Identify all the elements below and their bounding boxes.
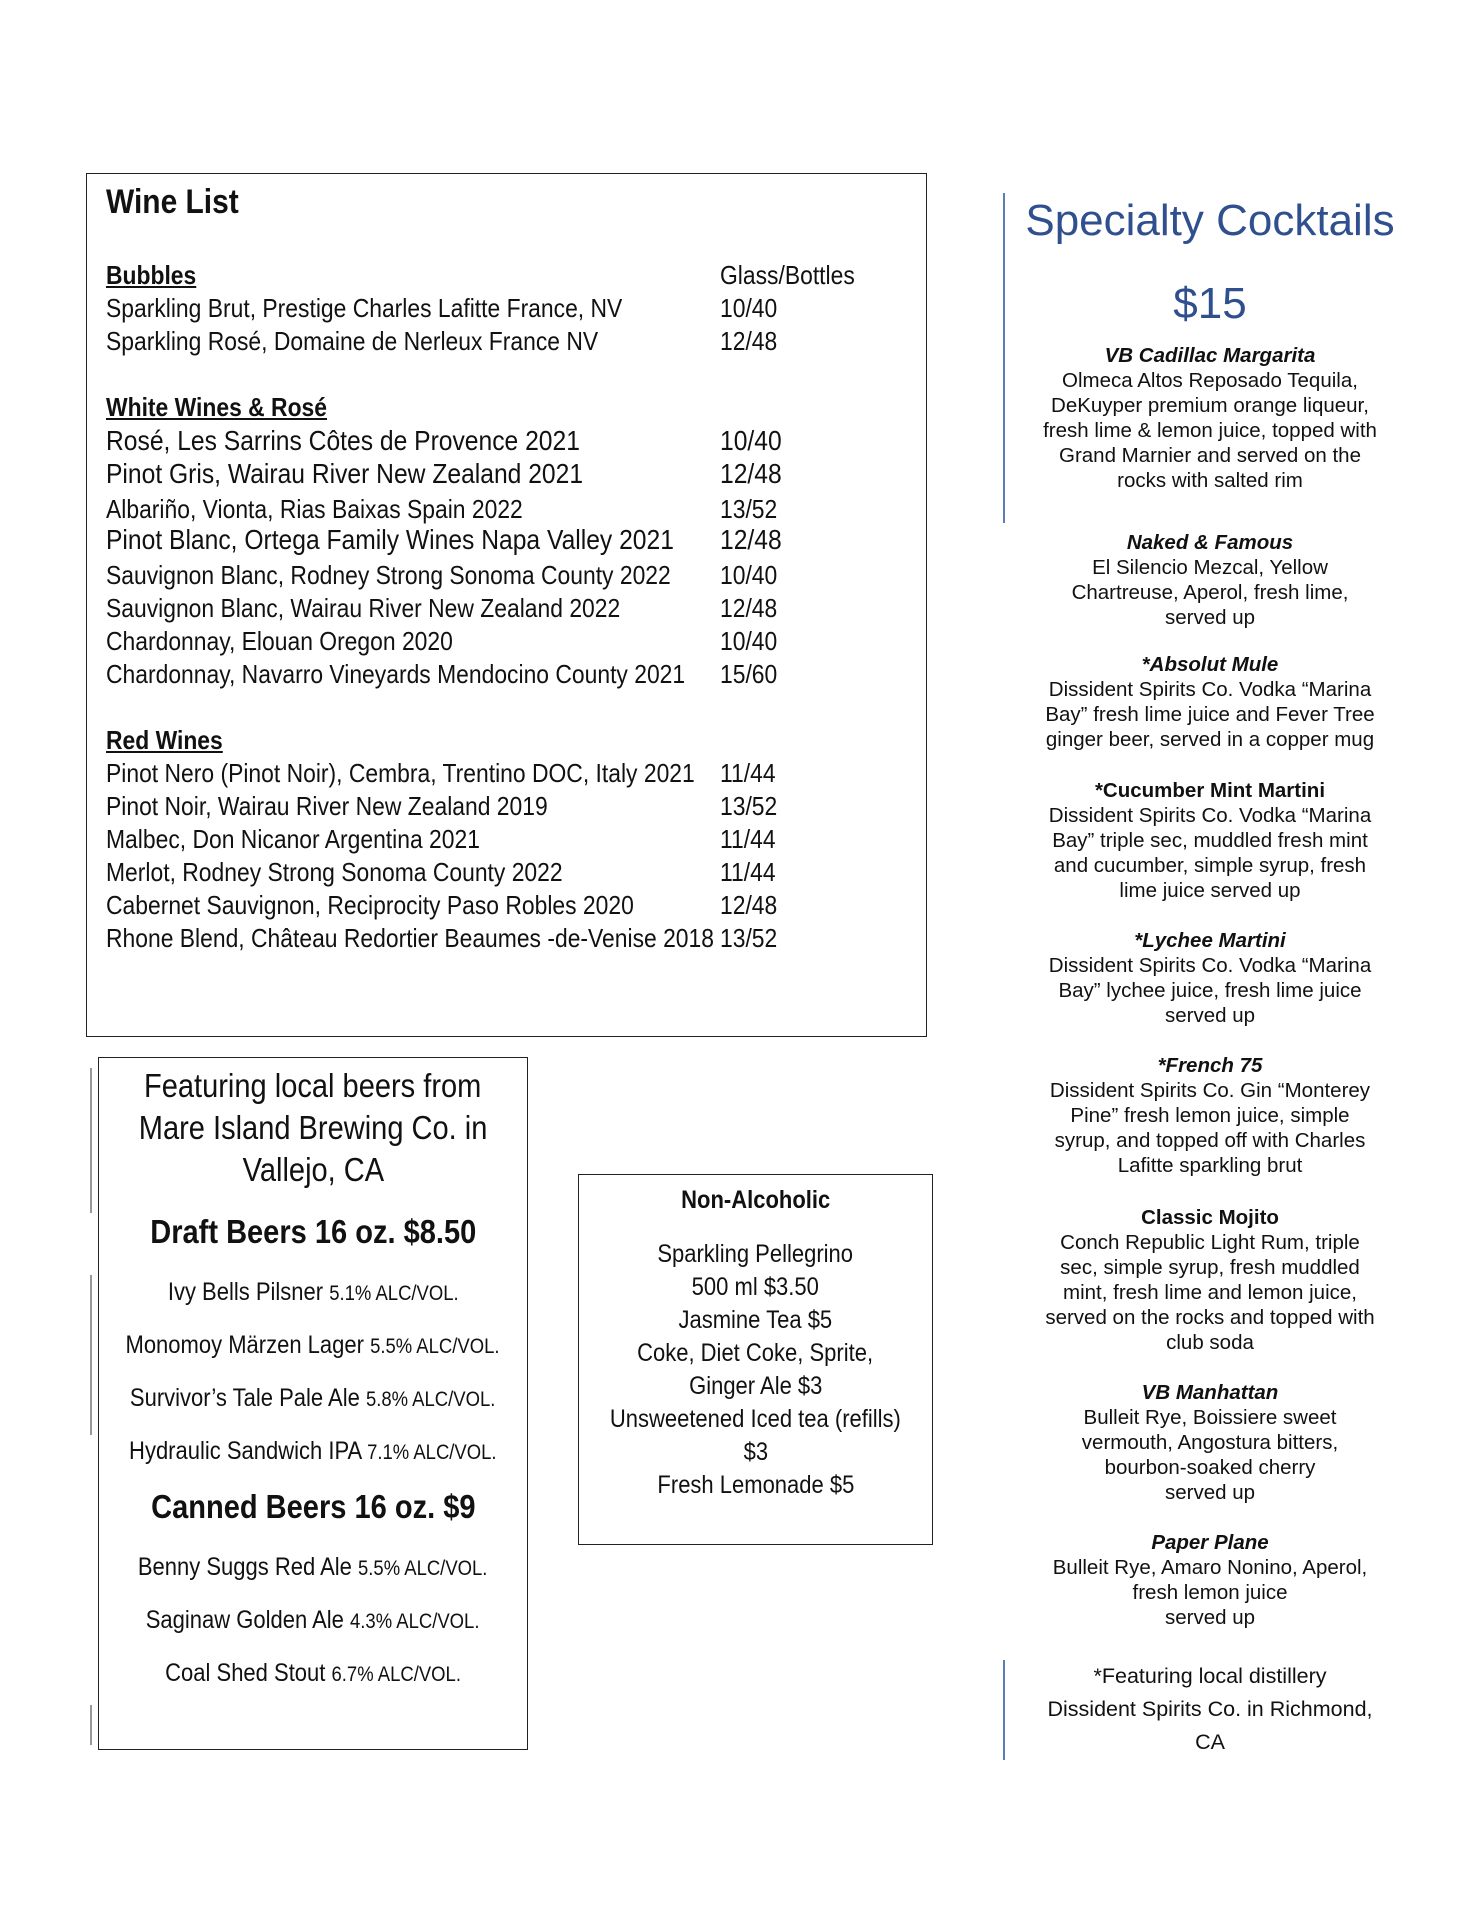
beer-name: Coal Shed Stout: [165, 1659, 326, 1687]
beer-name: Benny Suggs Red Ale: [138, 1553, 353, 1581]
canned-beers-heading: Canned Beers 16 oz. $9: [150, 1488, 476, 1525]
beer-abv: 5.8% ALC/VOL.: [366, 1388, 496, 1411]
beer-item: [98, 1659, 528, 1688]
beer-item: [98, 1331, 528, 1360]
cocktail-description-line: lime juice served up: [1119, 879, 1301, 902]
cocktail-name: Classic Mojito: [1141, 1206, 1279, 1229]
cocktail-description-line: Bay” triple sec, muddled fresh mint: [1052, 829, 1368, 852]
cocktail-description-line: Dissident Spirits Co. Vodka “Marina: [1048, 954, 1372, 977]
cocktail-name: VB Manhattan: [1141, 1381, 1279, 1404]
cocktail-description-line: served up: [1164, 1606, 1256, 1629]
cocktail-description-line: bourbon-soaked cherry: [1104, 1456, 1316, 1479]
cocktail-description-line: Bulleit Rye, Boissiere sweet: [1083, 1406, 1337, 1429]
beer-item: [98, 1606, 528, 1635]
wine-row: [106, 524, 866, 557]
non-alcoholic-line: 500 ml $3.50: [691, 1273, 820, 1301]
cocktail-description-line: El Silencio Mezcal, Yellow: [1092, 556, 1328, 579]
wine-row: [106, 494, 866, 527]
cocktail-description-line: Grand Marnier and served on the: [1059, 444, 1361, 467]
non-alcoholic-line: $3: [743, 1438, 768, 1466]
cocktail-description-line: Pine” fresh lemon juice, simple: [1070, 1104, 1350, 1127]
cocktail-side-rule: [1003, 193, 1005, 523]
wine-price: 11/44: [720, 758, 776, 788]
wine-price: 11/44: [720, 857, 776, 887]
cocktail-description-line: DeKuyper premium orange liqueur,: [1051, 394, 1369, 417]
wine-row: [106, 857, 866, 890]
bubbles-heading: Bubbles: [106, 260, 197, 290]
wine-price: 12/48: [720, 326, 778, 356]
red-wines-heading: Red Wines: [106, 725, 223, 755]
beer-name: Ivy Bells Pilsner: [167, 1278, 323, 1306]
non-alcoholic-line: Fresh Lemonade $5: [657, 1471, 854, 1499]
cocktail-name: *Absolut Mule: [1141, 653, 1279, 676]
wine-row: [106, 458, 866, 491]
cocktail-description-line: and cucumber, simple syrup, fresh: [1053, 854, 1367, 877]
non-alcoholic-line: Unsweetened Iced tea (refills): [609, 1405, 902, 1433]
wine-name: Sauvignon Blanc, Wairau River New Zealand 2022: [106, 593, 621, 623]
cocktail-description-line: rocks with salted rim: [1117, 469, 1303, 492]
red-wines-heading-row: [106, 725, 866, 758]
wine-name: Pinot Nero (Pinot Noir), Cembra, Trentino DOC, Italy 2021: [106, 758, 695, 788]
cocktail-description-line: fresh lime & lemon juice, topped with: [1043, 419, 1377, 442]
wine-name: Sparkling Rosé, Domaine de Nerleux France NV: [106, 326, 599, 356]
beer-name: Hydraulic Sandwich IPA: [129, 1437, 362, 1465]
wine-row: [106, 659, 866, 692]
wine-name: Malbec, Don Nicanor Argentina 2021: [106, 824, 480, 854]
wine-name: Pinot Blanc, Ortega Family Wines Napa Valley 2021: [106, 524, 674, 555]
wine-header-row: [106, 260, 866, 293]
wine-name: Pinot Noir, Wairau River New Zealand 2019: [106, 791, 548, 821]
wine-row: [106, 425, 866, 458]
non-alcoholic-line: Ginger Ale $3: [688, 1372, 823, 1400]
wine-name: Pinot Gris, Wairau River New Zealand 2021: [106, 458, 584, 489]
non-alcoholic-line: Coke, Diet Coke, Sprite,: [637, 1339, 874, 1367]
wine-name: Chardonnay, Elouan Oregon 2020: [106, 626, 453, 656]
wine-price: 15/60: [720, 659, 778, 689]
cocktail-description-line: syrup, and topped off with Charles: [1054, 1129, 1366, 1152]
wine-row: [106, 560, 866, 593]
beer-abv: 5.5% ALC/VOL.: [370, 1335, 500, 1358]
left-margin-rule: [90, 1705, 92, 1745]
wine-row: [106, 791, 866, 824]
cocktail-side-rule: [1003, 1660, 1005, 1760]
wine-price: 12/48: [720, 890, 778, 920]
cocktail-description-line: served up: [1164, 1481, 1256, 1504]
cocktail-name: *French 75: [1157, 1054, 1263, 1077]
cocktail-description-line: sec, simple syrup, fresh muddled: [1060, 1256, 1360, 1279]
wine-price: 10/40: [720, 560, 778, 590]
cocktail-name: *Cucumber Mint Martini: [1094, 779, 1326, 802]
wine-list-title: Wine List: [106, 183, 239, 221]
draft-beers-heading: Draft Beers 16 oz. $8.50: [149, 1213, 477, 1250]
left-margin-rule: [90, 1068, 92, 1213]
cocktail-description-line: mint, fresh lime and lemon juice,: [1063, 1281, 1357, 1304]
cocktail-name: *Lychee Martini: [1134, 929, 1286, 952]
wine-name: Sauvignon Blanc, Rodney Strong Sonoma County 2022: [106, 560, 671, 590]
beer-abv: 4.3% ALC/VOL.: [350, 1610, 480, 1633]
white-wines-heading: White Wines & Rosé: [106, 392, 328, 422]
wine-row: [106, 593, 866, 626]
wine-row: [106, 758, 866, 791]
beer-name: Survivor’s Tale Pale Ale: [130, 1384, 361, 1412]
beer-name: Saginaw Golden Ale: [146, 1606, 345, 1634]
non-alcoholic-line: Jasmine Tea $5: [678, 1306, 833, 1334]
wine-name: Sparkling Brut, Prestige Charles Lafitte France, NV: [106, 293, 623, 323]
wine-row: [106, 890, 866, 923]
wine-name: Rhone Blend, Château Redortier Beaumes -de-Venise 2018: [106, 923, 714, 953]
wine-price: 13/52: [720, 494, 778, 524]
cocktail-name: Naked & Famous: [1126, 531, 1294, 554]
cocktail-description-line: Dissident Spirits Co. Vodka “Marina: [1048, 678, 1372, 701]
glass-bottles-header: Glass/Bottles: [720, 260, 855, 290]
cocktail-description-line: Bulleit Rye, Amaro Nonino, Aperol,: [1052, 1556, 1368, 1579]
cocktail-name: Paper Plane: [1151, 1531, 1269, 1554]
beer-item: [98, 1553, 528, 1582]
wine-row: [106, 824, 866, 857]
wine-name: Albariño, Vionta, Rias Baixas Spain 2022: [106, 494, 523, 524]
cocktail-description-line: Conch Republic Light Rum, triple: [1060, 1231, 1360, 1254]
wine-name: Cabernet Sauvignon, Reciprocity Paso Robles 2020: [106, 890, 634, 920]
cocktail-description-line: vermouth, Angostura bitters,: [1081, 1431, 1339, 1454]
cocktails-title: Specialty Cocktails: [1025, 196, 1395, 245]
cocktail-description-line: Dissident Spirits Co. Gin “Monterey: [1049, 1079, 1371, 1102]
beer-feature-line: Featuring local beers from: [144, 1067, 482, 1104]
beer-abv: 7.1% ALC/VOL.: [367, 1441, 497, 1464]
left-margin-rule: [90, 1275, 92, 1435]
wine-price: 10/40: [720, 626, 778, 656]
cocktail-description-line: Olmeca Altos Reposado Tequila,: [1062, 369, 1358, 392]
beer-abv: 5.1% ALC/VOL.: [328, 1282, 459, 1305]
beer-feature-line: Mare Island Brewing Co. in: [138, 1109, 488, 1146]
non-alcoholic-title: Non-Alcoholic: [680, 1186, 831, 1214]
cocktail-description-line: served up: [1164, 1004, 1256, 1027]
cocktail-footnote-line: *Featuring local distillery: [1093, 1664, 1327, 1688]
cocktail-description-line: Dissident Spirits Co. Vodka “Marina: [1048, 804, 1372, 827]
wine-price: 13/52: [720, 791, 778, 821]
wine-row: [106, 626, 866, 659]
cocktail-description-line: ginger beer, served in a copper mug: [1045, 728, 1375, 751]
wine-price: 10/40: [720, 425, 782, 456]
cocktail-name: VB Cadillac Margarita: [1104, 344, 1316, 367]
beer-abv: 6.7% ALC/VOL.: [331, 1663, 461, 1686]
wine-name: Rosé, Les Sarrins Côtes de Provence 2021: [106, 425, 580, 456]
wine-price: 12/48: [720, 593, 778, 623]
cocktail-description-line: Lafitte sparkling brut: [1117, 1154, 1303, 1177]
cocktail-footnote-line: Dissident Spirits Co. in Richmond,: [1047, 1697, 1373, 1721]
non-alcoholic-line: Sparkling Pellegrino: [657, 1240, 854, 1268]
beer-item: [98, 1437, 528, 1466]
cocktails-price: $15: [1173, 279, 1247, 328]
beer-abv: 5.5% ALC/VOL.: [358, 1557, 488, 1580]
wine-row: [106, 923, 866, 956]
wine-name: Merlot, Rodney Strong Sonoma County 2022: [106, 857, 563, 887]
wine-price: 11/44: [720, 824, 776, 854]
cocktail-description-line: Bay” fresh lime juice and Fever Tree: [1045, 703, 1375, 726]
cocktail-description-line: served up: [1164, 606, 1256, 629]
cocktail-description-line: Chartreuse, Aperol, fresh lime,: [1071, 581, 1349, 604]
wine-row: [106, 326, 866, 359]
wine-price: 12/48: [720, 458, 782, 489]
beer-item: [98, 1384, 528, 1413]
wine-name: Chardonnay, Navarro Vineyards Mendocino County 2021: [106, 659, 686, 689]
beer-name: Monomoy Märzen Lager: [125, 1331, 365, 1359]
cocktail-description-line: served on the rocks and topped with: [1045, 1306, 1375, 1329]
wine-price: 10/40: [720, 293, 778, 323]
cocktail-description-line: fresh lemon juice: [1132, 1581, 1288, 1604]
wine-row: [106, 293, 866, 326]
wine-price: 13/52: [720, 923, 778, 953]
wine-price: 12/48: [720, 524, 782, 555]
cocktail-description-line: club soda: [1166, 1331, 1254, 1354]
white-wines-heading-row: [106, 392, 866, 425]
beer-feature-line: Vallejo, CA: [242, 1151, 384, 1188]
cocktail-footnote-line: CA: [1195, 1730, 1225, 1754]
beer-item: [98, 1278, 528, 1307]
cocktail-description-line: Bay” lychee juice, fresh lime juice: [1058, 979, 1362, 1002]
